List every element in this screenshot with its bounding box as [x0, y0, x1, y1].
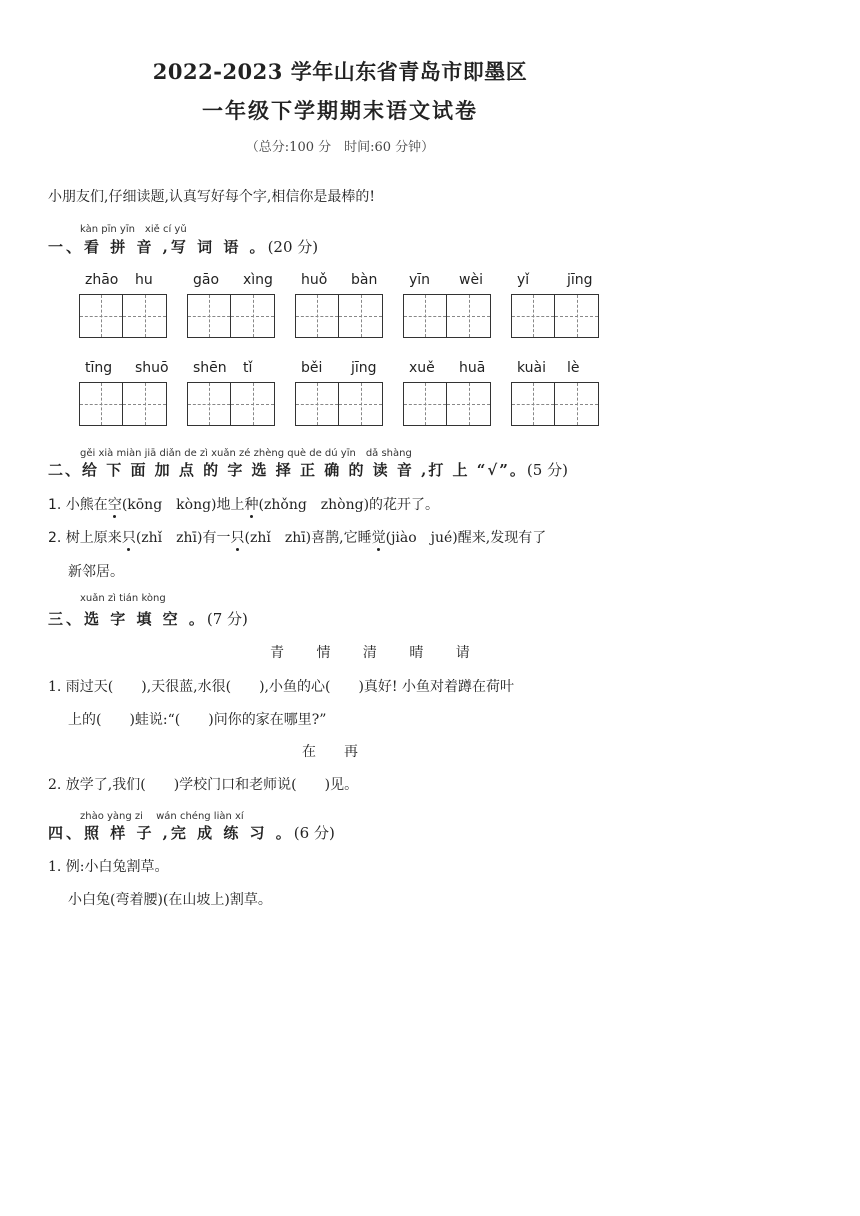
writing-grid-pair: [295, 382, 383, 426]
dotted-character: 觉: [371, 530, 386, 546]
section1-score: (20 分): [267, 238, 319, 256]
section4-example: 小白兔(弯着腰)(在山坡上)割草。: [68, 892, 272, 908]
question-text: (jiào jué)醒来,发现有了: [385, 530, 547, 546]
writing-grid-cell[interactable]: [339, 382, 383, 426]
writing-grid-cell[interactable]: [339, 294, 383, 338]
section2-question1: [48, 494, 439, 514]
pinyin-syllable: běi: [301, 360, 323, 376]
writing-grid-cell[interactable]: [295, 294, 339, 338]
question-number: 1.: [48, 497, 62, 513]
section3-choices1: 青 情 清 晴 请: [270, 645, 484, 661]
section4-title-text: 四、照 样 子 ,完 成 练 习 。: [48, 824, 294, 842]
question-number: 2.: [48, 530, 62, 546]
section4-score: (6 分): [293, 824, 335, 842]
writing-grid-pair: [187, 382, 275, 426]
pinyin-syllable: hu: [135, 272, 153, 288]
pinyin-syllable: jīng: [351, 360, 377, 376]
writing-grid-cell[interactable]: [79, 294, 123, 338]
section2-title-text: 二、给 下 面 加 点 的 字 选 择 正 确 的 读 音 ,打 上 “√”。: [48, 461, 527, 479]
section3-question1-line1: 1. 雨过天( ),天很蓝,水很( ),小鱼的心( )真好! 小鱼对着蹲在荷叶: [48, 679, 515, 695]
section2-question2-line2: 新邻居。: [68, 564, 124, 580]
writing-grid-cell[interactable]: [295, 382, 339, 426]
writing-grid-pair: [511, 294, 599, 338]
pinyin-syllable: xìng: [243, 272, 273, 288]
section1-pinyin: kàn pīn yīn xiě cí yǔ: [80, 224, 187, 235]
pinyin-syllable: gāo: [193, 272, 220, 288]
question-text: (zhǐ zhī)喜鹊,它睡: [244, 530, 372, 546]
exam-subtitle: （总分:100 分 时间:60 分钟）: [245, 140, 435, 155]
dotted-character: 种: [244, 497, 259, 513]
writing-grid-cell[interactable]: [187, 382, 231, 426]
writing-grid-cell[interactable]: [187, 294, 231, 338]
writing-grid-cell[interactable]: [555, 382, 599, 426]
writing-grid-cell[interactable]: [123, 294, 167, 338]
section1-title-text: 一、看 拼 音 ,写 词 语 。: [48, 238, 268, 256]
pinyin-syllable: bàn: [351, 272, 378, 288]
writing-grid-cell[interactable]: [231, 294, 275, 338]
dotted-character: 空: [107, 497, 122, 513]
pinyin-syllable: tǐ: [243, 360, 253, 376]
pinyin-syllable: jīng: [567, 272, 593, 288]
question-text: 树上原来: [65, 530, 122, 546]
section3-score: (7 分): [206, 610, 248, 628]
dotted-character: 只: [230, 530, 245, 546]
writing-grid-cell[interactable]: [79, 382, 123, 426]
section3-question2: 2. 放学了,我们( )学校门口和老师说( )见。: [48, 777, 359, 793]
section4-question1: 1. 例:小白兔割草。: [48, 859, 169, 875]
dotted-character: 只: [121, 530, 136, 546]
pinyin-syllable: lè: [567, 360, 580, 376]
writing-grid-pair: [403, 294, 491, 338]
pinyin-syllable: zhāo: [85, 272, 119, 288]
pinyin-syllable: shuō: [135, 360, 169, 376]
section2-question2: [48, 527, 546, 547]
writing-grid-cell[interactable]: [123, 382, 167, 426]
pinyin-syllable: wèi: [459, 272, 483, 288]
section4-title: [48, 822, 335, 843]
writing-grid-cell[interactable]: [403, 294, 447, 338]
pinyin-syllable: huǒ: [301, 272, 328, 288]
question-text: 小熊在: [65, 497, 108, 513]
section2-title: [48, 459, 568, 480]
writing-grid-cell[interactable]: [403, 382, 447, 426]
pinyin-syllable: tīng: [85, 360, 113, 376]
pinyin-syllable: huā: [459, 360, 486, 376]
pinyin-syllable: kuài: [517, 360, 547, 376]
pinyin-syllable: shēn: [193, 360, 227, 376]
writing-grid-pair: [79, 382, 167, 426]
pinyin-syllable: xuě: [409, 360, 435, 376]
section3-title: [48, 608, 248, 629]
section1-title: [48, 236, 318, 257]
writing-grid-cell[interactable]: [511, 294, 555, 338]
writing-grid-cell[interactable]: [555, 294, 599, 338]
writing-grid-cell[interactable]: [231, 382, 275, 426]
intro-text: 小朋友们,仔细读题,认真写好每个字,相信你是最棒的!: [48, 189, 375, 205]
writing-grid-pair: [511, 382, 599, 426]
question-text: (kōng kòng)地上: [121, 497, 245, 513]
exam-title-line2: 一年级下学期期末语文试卷: [202, 98, 478, 123]
question-text: (zhǒng zhòng)的花开了。: [258, 497, 440, 513]
pinyin-syllable: yǐ: [517, 272, 530, 288]
section3-pinyin: xuǎn zì tián kòng: [80, 593, 166, 604]
question-text: (zhǐ zhī)有一: [135, 530, 231, 546]
writing-grid-pair: [79, 294, 167, 338]
writing-grid-pair: [187, 294, 275, 338]
section3-question1-line2: 上的( )蛙说:“( )问你的家在哪里?”: [68, 712, 327, 728]
section2-pinyin: gěi xià miàn jiā diǎn de zì xuǎn zé zhèng què de dú yīn dǎ shàng: [80, 448, 412, 459]
writing-grid-cell[interactable]: [447, 294, 491, 338]
writing-grid-cell[interactable]: [511, 382, 555, 426]
section4-pinyin: zhào yàng zi wán chéng liàn xí: [80, 811, 244, 822]
exam-title-line1: 2022-2023 学年山东省青岛市即墨区: [152, 59, 528, 84]
section3-title-text: 三、选 字 填 空 。: [48, 610, 207, 628]
writing-grid-pair: [295, 294, 383, 338]
writing-grid-pair: [403, 382, 491, 426]
writing-grid-cell[interactable]: [447, 382, 491, 426]
section2-score: (5 分): [526, 461, 568, 479]
section3-choices2: 在 再: [302, 744, 358, 760]
pinyin-syllable: yīn: [409, 272, 431, 288]
